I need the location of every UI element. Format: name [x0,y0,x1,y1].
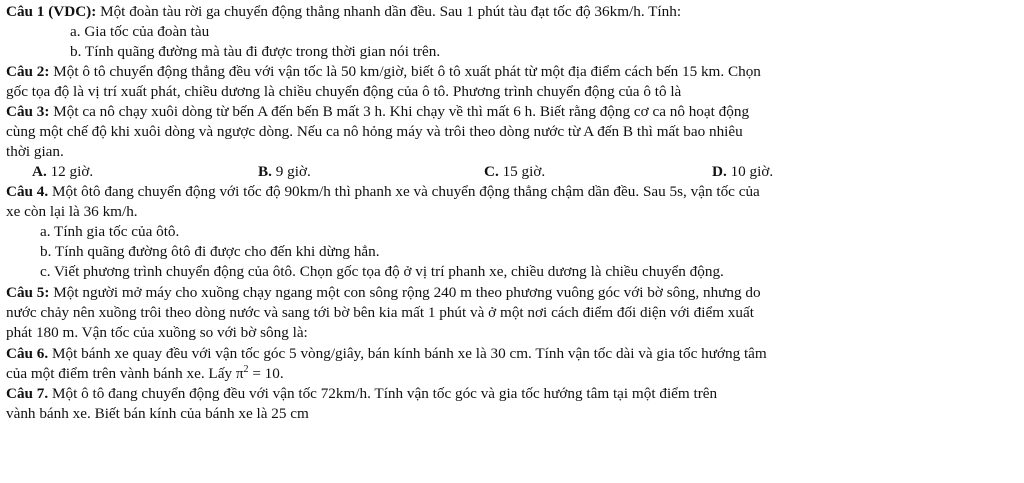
q3-option-b-text: 9 giờ. [271,163,311,180]
q3-option-a-text: 12 giờ. [46,163,94,180]
q1-part-a: a. Gia tốc của đoàn tàu [70,23,210,40]
q4-part-b: b. Tính quãng đường ôtô đi được cho đến khi dừng hẳn. [40,243,380,260]
q3-option-b-key: B. [258,163,272,180]
q3-option-d-text: 10 giờ. [726,163,774,180]
q6-line2 [6,364,1016,383]
q4-line1 [6,182,1016,201]
q2-line1 [6,62,1016,81]
q5-line3: phát 180 m. Vận tốc của xuồng so với bờ sông là: [6,324,308,341]
q3-option-a-key: A. [32,163,47,180]
q6-exponent: 2 [243,363,249,375]
q1-part-b: b. Tính quãng đường mà tàu đi được trong thời gian nói trên. [70,43,441,60]
q2-text-1: Một ô tô chuyển động thẳng đều với vận tốc là 50 km/giờ, biết ô tô xuất phát từ một địa điểm cách bến 15 km. Chọn [49,63,761,80]
q3-option-b [258,162,311,181]
q6-line1 [6,344,1016,363]
q1-line1 [6,2,1016,21]
q1-label: Câu 1 (VDC): [6,3,97,20]
q3-line2: cùng một chế độ khi xuôi dòng và ngược dòng. Nếu ca nô hỏng máy và trôi theo dòng nước từ A đến B thì mất bao nhiêu [6,123,743,140]
q3-option-c [484,162,545,181]
q1-text: Một đoàn tàu rời ga chuyển động thẳng nhanh dần đều. Sau 1 phút tàu đạt tốc độ 36km/h. Tính: [96,3,682,20]
q6-text-2-end: = 10. [248,365,284,382]
q3-line3: thời gian. [6,143,64,160]
q5-line2: nước chảy nên xuồng trôi theo dòng nước và sang tới bờ bên kia mất 1 phút và ở một nơi cách điểm đối diện với điểm xuất [6,304,754,321]
q4-text-1: Một ôtô đang chuyển động với tốc độ 90km/h thì phanh xe và chuyển động thẳng chậm dần đều. Sau 5s, vận tốc của [48,183,760,200]
q3-option-d-key: D. [712,163,727,180]
q5-label: Câu 5: [6,284,50,301]
q4-part-a: a. Tính gia tốc của ôtô. [40,223,180,240]
q4-line2: xe còn lại là 36 km/h. [6,203,138,220]
q3-text-1: Một ca nô chạy xuôi dòng từ bến A đến bến B mất 3 h. Khi chạy về thì mất 6 h. Biết rằng động cơ ca nô hoạt động [49,103,750,120]
q7-label: Câu 7. [6,385,49,402]
q3-label: Câu 3: [6,103,50,120]
q3-line1 [6,102,1016,121]
q2-label: Câu 2: [6,63,50,80]
q4-label: Câu 4. [6,183,49,200]
q6-text-1: Một bánh xe quay đều với vận tốc góc 5 vòng/giây, bán kính bánh xe là 30 cm. Tính vận tốc dài và gia tốc hướng tâm [48,345,767,362]
q7-line1 [6,384,1016,403]
q5-line1 [6,283,1016,302]
q3-option-a [32,162,93,181]
q4-part-c: c. Viết phương trình chuyển động của ôtô. Chọn gốc tọa độ ở vị trí phanh xe, chiều dương là chiều chuyển động. [40,263,724,280]
q2-line2: gốc tọa độ là vị trí xuất phát, chiều dương là chiều chuyển động của ô tô. Phương trình chuyển động của ô tô là [6,83,682,100]
q6-text-2: của một điểm trên vành bánh xe. Lấy π [6,365,244,382]
q7-text-1: Một ô tô đang chuyển động đều với vận tốc 72km/h. Tính vận tốc góc và gia tốc hướng tâm tại một điểm trên [48,385,718,402]
q3-option-c-text: 15 giờ. [498,163,546,180]
q5-text-1: Một người mở máy cho xuồng chạy ngang một con sông rộng 240 m theo phương vuông góc với bờ sông, nhưng do [49,284,761,301]
q7-line2: vành bánh xe. Biết bán kính của bánh xe là 25 cm [6,405,309,422]
q3-option-c-key: C. [484,163,499,180]
q6-label: Câu 6. [6,345,49,362]
q3-option-d [712,162,773,181]
